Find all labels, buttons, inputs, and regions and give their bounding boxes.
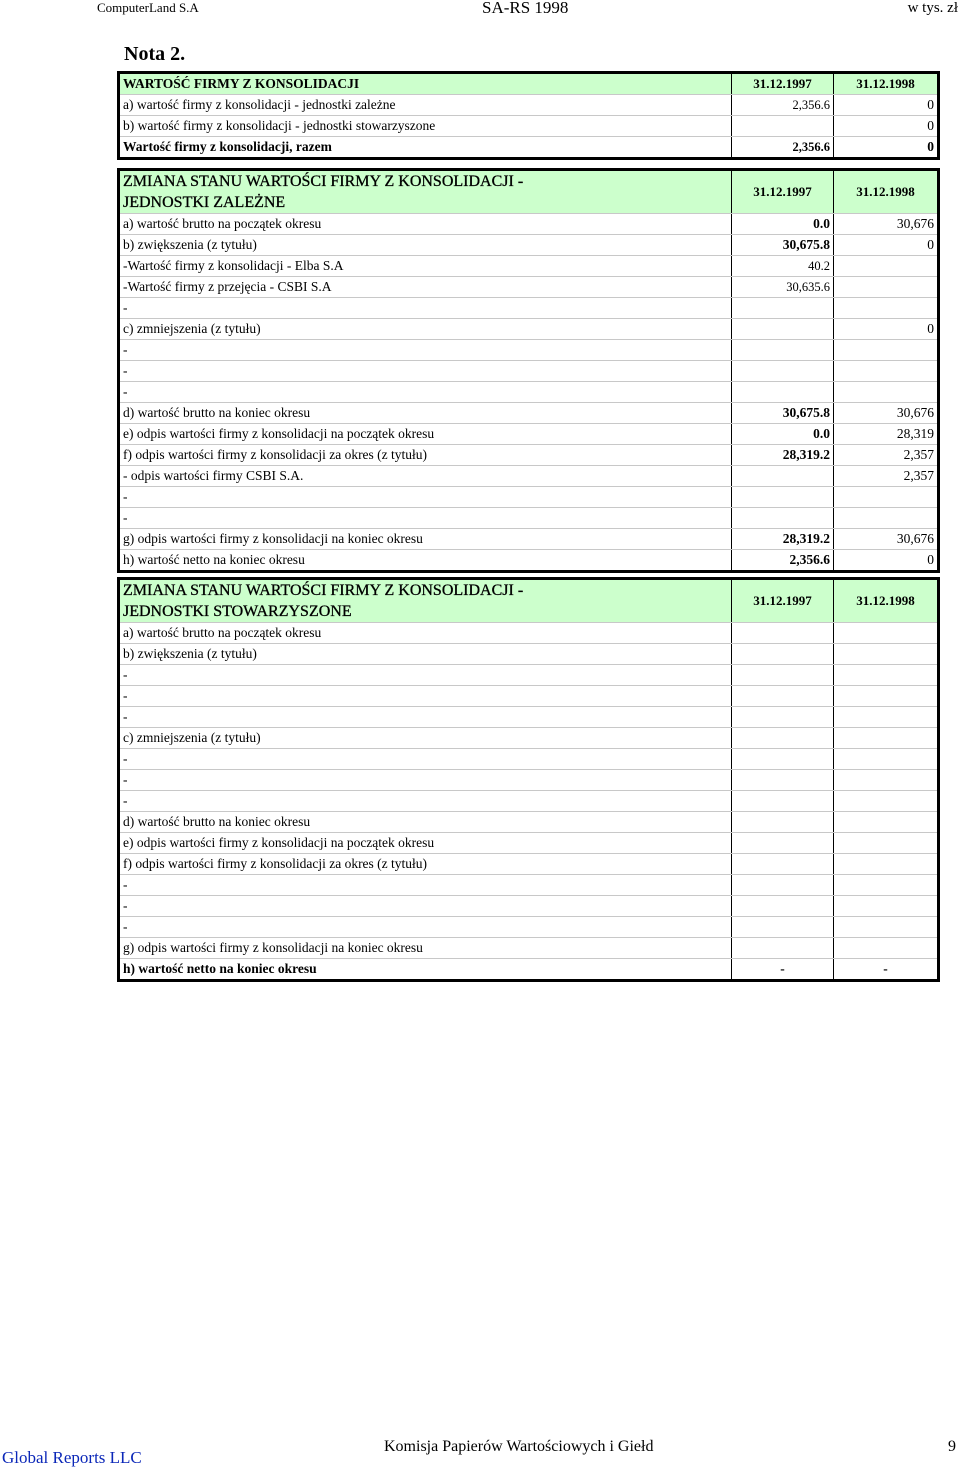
value-1997 — [732, 340, 834, 361]
row-label: - — [119, 686, 732, 707]
table-row — [119, 749, 939, 770]
value-1997 — [732, 791, 834, 812]
row-label: h) wartość netto na koniec okresu — [119, 959, 732, 981]
row-label: a) wartość brutto na początek okresu — [119, 214, 732, 235]
table-row — [119, 298, 939, 319]
page-number: 9 — [948, 1438, 956, 1455]
table-row — [119, 896, 939, 917]
table-row — [119, 214, 939, 235]
value-1997 — [732, 623, 834, 644]
table-row — [119, 508, 939, 529]
value-1998: 2,357 — [834, 445, 939, 466]
value-1997 — [732, 707, 834, 728]
table-row — [119, 319, 939, 340]
table-row — [119, 707, 939, 728]
value-1997: 2,356.6 — [732, 95, 834, 116]
table-row — [119, 623, 939, 644]
value-1998: 0 — [834, 319, 939, 340]
row-label: - — [119, 665, 732, 686]
table-row — [119, 728, 939, 749]
value-1998 — [834, 665, 939, 686]
value-1997 — [732, 728, 834, 749]
row-label: - — [119, 875, 732, 896]
value-1997 — [732, 875, 834, 896]
value-1998 — [834, 686, 939, 707]
value-1998 — [834, 382, 939, 403]
row-label: a) wartość brutto na początek okresu — [119, 623, 732, 644]
table-row — [119, 550, 939, 572]
value-1997 — [732, 382, 834, 403]
value-1998 — [834, 875, 939, 896]
table-header-row — [119, 73, 939, 95]
value-1998: 0 — [834, 235, 939, 256]
table-row — [119, 95, 939, 116]
table-row — [119, 665, 939, 686]
table-row — [119, 917, 939, 938]
value-1997 — [732, 833, 834, 854]
column-header-1997: 31.12.1997 — [732, 579, 834, 623]
table-row — [119, 812, 939, 833]
value-1997: 2,356.6 — [732, 550, 834, 572]
value-1998 — [834, 340, 939, 361]
value-1997: 2,356.6 — [732, 137, 834, 159]
value-1998 — [834, 896, 939, 917]
row-label: g) odpis wartości firmy z konsolidacji na koniec okresu — [119, 938, 732, 959]
value-1998 — [834, 508, 939, 529]
value-1998: 30,676 — [834, 529, 939, 550]
table-row — [119, 340, 939, 361]
table-title: WARTOŚĆ FIRMY Z KONSOLIDACJI — [119, 73, 732, 95]
row-label: - odpis wartości firmy CSBI S.A. — [119, 466, 732, 487]
value-1997 — [732, 854, 834, 875]
value-1997 — [732, 644, 834, 665]
value-1997 — [732, 116, 834, 137]
row-label: - — [119, 770, 732, 791]
row-label: - — [119, 791, 732, 812]
value-1998: 0 — [834, 550, 939, 572]
company-name: ComputerLand S.A — [97, 0, 199, 15]
row-label: d) wartość brutto na koniec okresu — [119, 812, 732, 833]
value-1997 — [732, 508, 834, 529]
subsidiaries-goodwill-table — [117, 168, 940, 573]
value-1998 — [834, 728, 939, 749]
value-1998: 2,357 — [834, 466, 939, 487]
value-1997 — [732, 487, 834, 508]
column-header-1997: 31.12.1997 — [732, 73, 834, 95]
column-header-1998: 31.12.1998 — [834, 170, 939, 214]
value-1998 — [834, 749, 939, 770]
goodwill-table — [117, 71, 940, 160]
value-1997: 30,675.8 — [732, 403, 834, 424]
value-1998 — [834, 644, 939, 665]
value-1998 — [834, 833, 939, 854]
value-1998: 0 — [834, 137, 939, 159]
commission-label: Komisja Papierów Wartościowych i Giełd — [384, 1438, 654, 1455]
row-label: e) odpis wartości firmy z konsolidacji na początek okresu — [119, 833, 732, 854]
publisher-label: Global Reports LLC — [2, 1448, 142, 1467]
table-row — [119, 686, 939, 707]
table-row — [119, 424, 939, 445]
table-row — [119, 277, 939, 298]
value-1998: 0 — [834, 95, 939, 116]
table-row — [119, 487, 939, 508]
table-row — [119, 529, 939, 550]
table-row — [119, 361, 939, 382]
value-1998 — [834, 256, 939, 277]
unit-label: w tys. zł — [907, 0, 958, 16]
value-1997: 0.0 — [732, 214, 834, 235]
table-row — [119, 644, 939, 665]
value-1998: 30,676 — [834, 403, 939, 424]
value-1998 — [834, 487, 939, 508]
value-1997: 28,319.2 — [732, 445, 834, 466]
note-title: Nota 2. — [124, 43, 186, 65]
value-1998: - — [834, 959, 939, 981]
row-label: Wartość firmy z konsolidacji, razem — [119, 137, 732, 159]
value-1997 — [732, 298, 834, 319]
table-row — [119, 403, 939, 424]
row-label: - — [119, 749, 732, 770]
row-label: a) wartość firmy z konsolidacji - jednostki zależne — [119, 95, 732, 116]
table-header-row — [119, 170, 939, 214]
table-title: ZMIANA STANU WARTOŚCI FIRMY Z KONSOLIDACJI - JEDNOSTKI STOWARZYSZONE — [119, 579, 732, 623]
value-1998: 28,319 — [834, 424, 939, 445]
value-1998 — [834, 938, 939, 959]
value-1997 — [732, 938, 834, 959]
value-1997 — [732, 466, 834, 487]
value-1998 — [834, 707, 939, 728]
value-1998 — [834, 770, 939, 791]
row-label: c) zmniejszenia (z tytułu) — [119, 728, 732, 749]
associates-goodwill-table — [117, 577, 940, 982]
row-label: b) zwiększenia (z tytułu) — [119, 235, 732, 256]
table-row — [119, 854, 939, 875]
table-row — [119, 791, 939, 812]
row-label: b) wartość firmy z konsolidacji - jednostki stowarzyszone — [119, 116, 732, 137]
row-label: h) wartość netto na koniec okresu — [119, 550, 732, 572]
column-header-1998: 31.12.1998 — [834, 579, 939, 623]
value-1997 — [732, 917, 834, 938]
value-1997: 30,675.8 — [732, 235, 834, 256]
table-row — [119, 959, 939, 981]
table-row — [119, 466, 939, 487]
value-1997: 40.2 — [732, 256, 834, 277]
value-1997: 0.0 — [732, 424, 834, 445]
value-1998 — [834, 791, 939, 812]
value-1998 — [834, 854, 939, 875]
table-row — [119, 235, 939, 256]
row-label: c) zmniejszenia (z tytułu) — [119, 319, 732, 340]
table-row — [119, 833, 939, 854]
table-row — [119, 256, 939, 277]
value-1997 — [732, 665, 834, 686]
value-1997 — [732, 770, 834, 791]
value-1998 — [834, 623, 939, 644]
value-1997 — [732, 749, 834, 770]
row-label: e) odpis wartości firmy z konsolidacji na początek okresu — [119, 424, 732, 445]
table-row — [119, 445, 939, 466]
table-row — [119, 770, 939, 791]
value-1997 — [732, 812, 834, 833]
row-label: f) odpis wartości firmy z konsolidacji za okres (z tytułu) — [119, 854, 732, 875]
row-label: d) wartość brutto na koniec okresu — [119, 403, 732, 424]
table-row — [119, 938, 939, 959]
value-1998: 30,676 — [834, 214, 939, 235]
row-label: - — [119, 707, 732, 728]
table-row — [119, 875, 939, 896]
row-label: -Wartość firmy z przejęcia - CSBI S.A — [119, 277, 732, 298]
row-label: - — [119, 382, 732, 403]
column-header-1997: 31.12.1997 — [732, 170, 834, 214]
report-code: SA-RS 1998 — [482, 0, 569, 17]
value-1998 — [834, 298, 939, 319]
row-label: - — [119, 298, 732, 319]
column-header-1998: 31.12.1998 — [834, 73, 939, 95]
value-1997 — [732, 896, 834, 917]
table-row-total — [119, 137, 939, 159]
value-1998: 0 — [834, 116, 939, 137]
row-label: g) odpis wartości firmy z konsolidacji na koniec okresu — [119, 529, 732, 550]
value-1997 — [732, 361, 834, 382]
row-label: -Wartość firmy z konsolidacji - Elba S.A — [119, 256, 732, 277]
row-label: - — [119, 340, 732, 361]
row-label: - — [119, 361, 732, 382]
row-label: f) odpis wartości firmy z konsolidacji za okres (z tytułu) — [119, 445, 732, 466]
row-label: b) zwiększenia (z tytułu) — [119, 644, 732, 665]
value-1997: 28,319.2 — [732, 529, 834, 550]
row-label: - — [119, 917, 732, 938]
value-1998 — [834, 361, 939, 382]
table-row — [119, 116, 939, 137]
value-1998 — [834, 277, 939, 298]
value-1997 — [732, 319, 834, 340]
row-label: - — [119, 487, 732, 508]
row-label: - — [119, 896, 732, 917]
value-1997: - — [732, 959, 834, 981]
table-row — [119, 382, 939, 403]
table-header-row — [119, 579, 939, 623]
row-label: - — [119, 508, 732, 529]
table-title: ZMIANA STANU WARTOŚCI FIRMY Z KONSOLIDACJI - JEDNOSTKI ZALEŻNE — [119, 170, 732, 214]
value-1997 — [732, 686, 834, 707]
value-1998 — [834, 917, 939, 938]
value-1998 — [834, 812, 939, 833]
value-1997: 30,635.6 — [732, 277, 834, 298]
